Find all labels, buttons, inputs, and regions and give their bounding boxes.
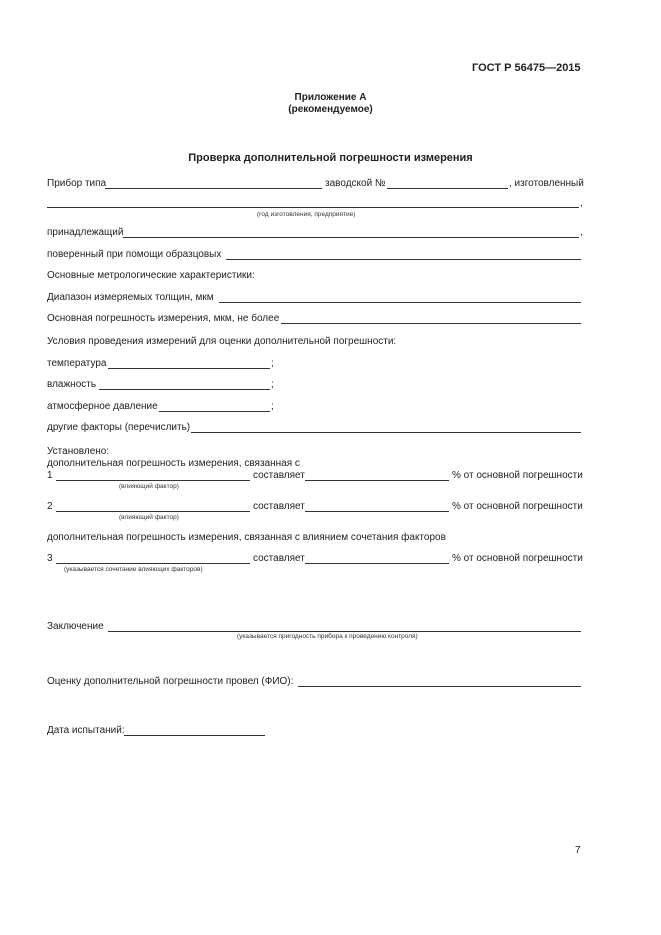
- other-factors-label: другие факторы (перечислить): [47, 422, 191, 433]
- item3-factor-field[interactable]: [56, 563, 250, 564]
- item1-value-field[interactable]: [305, 480, 449, 481]
- manufacturer-field[interactable]: [47, 207, 579, 208]
- item3-value-field[interactable]: [305, 563, 449, 564]
- page-number: 7: [575, 845, 581, 856]
- established-heading: Установлено:: [47, 446, 110, 457]
- base-error-field[interactable]: [281, 323, 581, 324]
- item1-amounts-label: составляет: [253, 470, 305, 481]
- annex-title: Приложение А: [294, 92, 367, 103]
- manufacturer-comma: ,: [580, 198, 583, 209]
- item3-number: 3: [47, 553, 53, 564]
- test-date-field[interactable]: [124, 735, 265, 736]
- owner-field[interactable]: [123, 237, 579, 238]
- temperature-semicolon: ;: [271, 358, 274, 369]
- item2-factor-hint: (влияющий фактор): [119, 514, 179, 521]
- item3-percent-label: % от основной погрешности: [452, 553, 583, 564]
- test-date-label: Дата испытаний:: [47, 725, 125, 736]
- standard-number: ГОСТ Р 56475—2015: [472, 62, 581, 74]
- temperature-label: температура: [47, 358, 107, 369]
- serial-field[interactable]: [387, 188, 508, 189]
- item2-factor-field[interactable]: [56, 511, 250, 512]
- item2-number: 2: [47, 501, 53, 512]
- evaluator-field[interactable]: [298, 686, 581, 687]
- combined-label: дополнительная погрешность измерения, связанная с влиянием сочетания факторов: [47, 532, 446, 543]
- manufacturer-label: , изготовленный: [509, 178, 584, 189]
- item1-number: 1: [47, 470, 53, 481]
- item1-factor-field[interactable]: [56, 480, 250, 481]
- manufacturer-hint: (год изготовления, предприятие): [257, 211, 356, 218]
- item3-amounts-label: составляет: [253, 553, 305, 564]
- pressure-field[interactable]: [159, 411, 270, 412]
- base-error-label: Основная погрешность измерения, мкм, не более: [47, 313, 280, 324]
- range-field[interactable]: [219, 302, 581, 303]
- item3-factor-hint: (указывается сочетание влияющих факторов): [64, 566, 203, 573]
- verified-field[interactable]: [226, 259, 581, 260]
- evaluator-label: Оценку дополнительной погрешности провел (ФИО):: [47, 676, 294, 687]
- device-type-label: Прибор типа: [47, 178, 107, 189]
- other-factors-field[interactable]: [191, 432, 581, 433]
- additional-error-label: дополнительная погрешность измерения, связанная с: [47, 458, 300, 469]
- item2-value-field[interactable]: [305, 511, 449, 512]
- verified-label: поверенный при помощи образцовых: [47, 249, 222, 260]
- conclusion-field[interactable]: [108, 631, 581, 632]
- humidity-label: влажность: [47, 379, 97, 390]
- metrology-heading: Основные метрологические характеристики:: [47, 270, 255, 281]
- item2-percent-label: % от основной погрешности: [452, 501, 583, 512]
- serial-label: заводской №: [325, 178, 386, 189]
- item1-percent-label: % от основной погрешности: [452, 470, 583, 481]
- range-label: Диапазон измеряемых толщин, мкм: [47, 292, 214, 303]
- humidity-field[interactable]: [99, 389, 270, 390]
- item2-amounts-label: составляет: [253, 501, 305, 512]
- item1-factor-hint: (влияющий фактор): [119, 483, 179, 490]
- conclusion-hint: (указывается пригодность прибора к проведению контроля): [237, 633, 418, 640]
- annex-subtitle: (рекомендуемое): [288, 104, 373, 115]
- device-type-field[interactable]: [105, 188, 322, 189]
- temperature-field[interactable]: [108, 368, 270, 369]
- owner-comma: ,: [580, 227, 583, 238]
- owner-label: принадлежащий: [47, 227, 124, 238]
- conclusion-label: Заключение: [47, 621, 104, 632]
- pressure-semicolon: ;: [271, 401, 274, 412]
- form-title: Проверка дополнительной погрешности измерения: [188, 152, 473, 164]
- humidity-semicolon: ;: [271, 379, 274, 390]
- pressure-label: атмосферное давление: [47, 401, 158, 412]
- conditions-heading: Условия проведения измерений для оценки дополнительной погрешности:: [47, 336, 397, 347]
